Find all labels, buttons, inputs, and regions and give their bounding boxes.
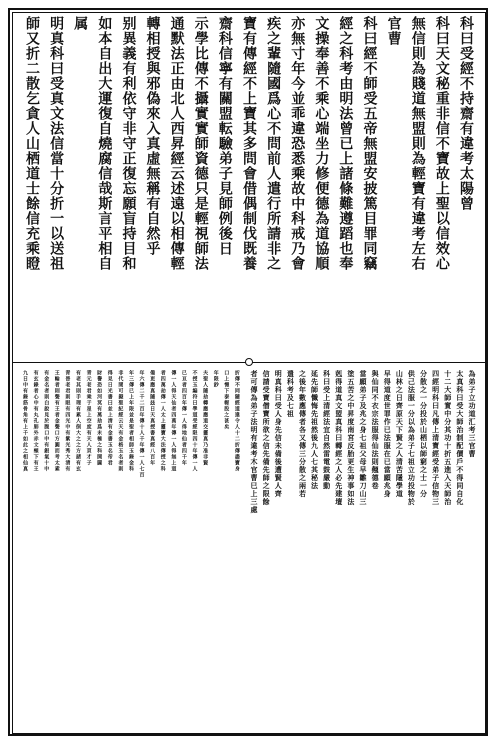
- text-column: 之後年數應傳者各又傳三分散之兩若: [298, 370, 308, 498]
- text-column: 塗五苦之中昇度南宮反胎更生神事如法: [346, 370, 356, 506]
- margin-circle-mark: [245, 358, 253, 366]
- text-column: 青元老君乘于星上空度有天人頁才子: [85, 370, 92, 466]
- text-column: 科曰受上清經法宜自然雷電鼓嚴動: [322, 370, 332, 490]
- text-column: 山林之日齊原天下賢之人清苦隱學道: [395, 370, 405, 498]
- text-column: 折傳不同隨經道違令人十二折傳盡寶身: [233, 370, 240, 472]
- text-column: 文操奉善不乘心端坐力修便德為道協順: [313, 16, 330, 271]
- text-column: 者四萬劫傳一人太上靈寶大法傳授之科: [159, 370, 166, 472]
- text-column: 不授玉編符曰學道受經限四十年傳一人: [191, 370, 198, 472]
- text-column: 財譽恐如河冥有萬劫爲未極之科開闢: [96, 370, 103, 466]
- text-column: 有金名者則白說見於腹口中有銀氣十中: [43, 370, 50, 472]
- text-column: 當願弟子及兆之身七祖父母早雛刀山三: [358, 370, 368, 506]
- text-column: 寶有傳經不上寶其多問會借偶制伐既養: [240, 16, 257, 271]
- text-column: 非代間可擬聖紀經云天有金格玉名者則: [117, 370, 124, 472]
- text-column: 属: [72, 16, 89, 31]
- text-column: 有老其則手理有累人倒大之之方諸有玄: [74, 370, 81, 472]
- text-column: 太真科曰受大師治制配價戶不得同自化: [455, 370, 465, 506]
- text-column: 已亘者四百年傳一人得地仙者四千年: [180, 370, 187, 466]
- text-column: 亦無寸年今並乖違恐悉乘故中科戒乃會: [289, 16, 306, 271]
- text-column: 者可傳為弟子法明有違考木官曹巳上三處: [250, 370, 259, 514]
- text-column: 供己法服一分以為弟子七祖立功投物於: [407, 370, 417, 506]
- text-column: 四經明科曰凡傳上清寶經受弟子信物三: [431, 370, 441, 506]
- text-column: 得見日光書曰並上清有金書玉名帝君: [106, 370, 113, 466]
- text-column: 科曰受經不持齋有違考太陽曾: [457, 16, 474, 211]
- text-column: 明真科曰受真文法信當十分折一以送祖: [48, 16, 65, 271]
- text-column: 無信則為賤道無盟則為輕寶有違考左右: [409, 16, 426, 271]
- text-block-bottom-right: [248, 370, 478, 720]
- text-column: 年限鈔: [212, 370, 219, 388]
- text-column: 九日中有錄筋骨角有上千如此之相仙真: [22, 370, 28, 472]
- text-column: 科曰天文秘重非信不寶故上聖以信效心: [433, 16, 450, 271]
- text-column: 延先師懺悔先祖然後九人七其秘法: [310, 370, 320, 490]
- text-column: 剋得道真文盟真科曰轉經之人必先建壇: [334, 370, 344, 506]
- text-column: 明真科曰受人身先信未備後遭賢人齊: [274, 370, 284, 498]
- text-column: 信請受寶僧寶所欲之信先備先師之限餘: [262, 370, 272, 506]
- text-column: 别異義有利依守非守正復忘願盲持目和: [120, 16, 137, 271]
- text-column: 十二大師實中分其功十折五進入天師治: [443, 370, 453, 506]
- text-column: 為弟子立功道汇考三官曹: [467, 370, 477, 458]
- text-column: 官曹: [385, 16, 402, 46]
- text-column: 齋科信寧有關盟転驗弟子見師例後日: [216, 16, 233, 256]
- text-column: 遣科考及七祖: [286, 370, 296, 418]
- text-column: 科曰經不師受五帝無盟安披篤目罪同竊: [361, 16, 378, 271]
- text-column: 口上慢下泰輕股之甚矣: [223, 370, 230, 430]
- text-column: 如本自出大運復自燒腐信哉斯言平相自: [96, 16, 113, 271]
- text-column: 王輪者則聲有王者金聲口方圓而考太素: [53, 370, 60, 472]
- text-column: 轉相授與邪偽來入真虛無稱有自然乎: [144, 16, 161, 256]
- text-column: 年六傳二千二百年傳十人千年傳一人七百: [138, 370, 145, 478]
- text-column: 疾之輩隨國爲心不問前人遣行所請非之: [265, 16, 282, 271]
- text-column: 青晉老君則眼有四光中有紫光秀大清有: [64, 370, 71, 472]
- text-column: 傳一人得天仙者四萬年傳一人得無上道: [170, 370, 177, 472]
- text-column: 備更應真隨玆日天真授書真經八百年: [149, 370, 156, 466]
- text-block-bottom-left: [20, 370, 242, 720]
- text-column: 與仙同不衣宗法服得仙法則翹德卷: [371, 370, 381, 490]
- text-column: 示學比傳不攝實實師資德只是輕視師法: [192, 16, 209, 271]
- text-block-top: [20, 16, 478, 354]
- text-column: 年三傳已上年限並是聖者相師玉錄金科: [127, 370, 134, 472]
- text-column: 通默法正由北人西昇經云述遠以相傳輕: [168, 16, 185, 271]
- text-column: 分散之一分投於山栖以師窮之士一分: [419, 370, 429, 498]
- text-column: 師又折二散乞貪人山栖道士餘信充乘瞪: [24, 16, 40, 271]
- text-column: 夫聖人隨劫轉應應道交靈真乃准非賢: [202, 370, 209, 466]
- text-column: 經之科考由明法曾已上諸條難遵蹈也奉: [337, 16, 354, 271]
- text-column: 早得道度世罪作已法服在已當願兆身: [383, 370, 393, 498]
- text-column: 有玄錄者心中有丸孔肺外赤文頰下有王: [32, 370, 39, 472]
